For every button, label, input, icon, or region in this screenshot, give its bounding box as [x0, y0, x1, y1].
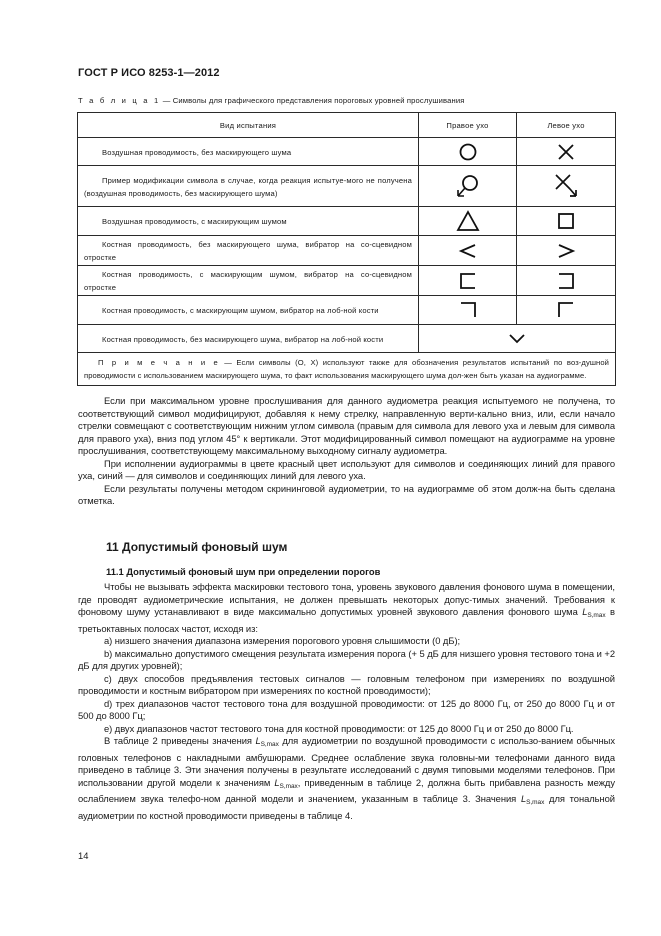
corner-left-icon	[556, 300, 576, 320]
table-caption-label: Т а б л и ц а 1	[78, 96, 161, 105]
section-title: 11 Допустимый фоновый шум	[106, 540, 288, 554]
table-caption	[78, 96, 465, 105]
paragraph-last: В таблице 2 приведены значения $L_{S,max}$ для аудиометрии по воздушной проводимости с использо-ванием обычных головных телефонов с накладными амбушюрами. Среднее ослабление звука головны-ми телефонами данного вида приведено в таблице 3. Эти значения получены в результате исследований с двумя типовыми моделями телефонов. При использовании другой модели к значениям $L_{S,max}$, приведенным в таблице 2, должна быть прибавлена разность между ослаблением звука телефо-ном данной модели и значением, указанным в таблице 3. Значения $L_{S,max}$ для тональной аудиометрии по костной проводимости приведены в таблице 4.	[78, 735, 615, 821]
table-note-row	[78, 353, 616, 386]
right-ear-symbol	[419, 266, 517, 296]
table-caption-text: — Символы для графического представления пороговых уровней прослушивания	[160, 96, 465, 105]
column-header-left-ear: Левое ухо	[517, 113, 616, 138]
both-ears-symbol	[419, 325, 616, 353]
left-ear-symbol	[517, 138, 616, 166]
row-description: Костная проводимость, без маскирующего шума, вибратор на со-сцевидном отростке	[78, 236, 419, 266]
right-ear-symbol	[419, 166, 517, 207]
triangle-icon	[455, 209, 481, 233]
right-ear-symbol	[419, 296, 517, 325]
subsection-title: 11.1 Допустимый фоновый шум при определении порогов	[106, 566, 381, 577]
table-row	[78, 266, 616, 296]
column-header-test: Вид испытания	[78, 113, 419, 138]
left-ear-symbol	[517, 236, 616, 266]
paragraph: При исполнении аудиограммы в цвете красный цвет используют для символов и соединяющих линий для правого уха, синий — для символов и соединяющих линий для левого уха.	[78, 457, 615, 481]
symbols-table	[77, 112, 616, 386]
list-item: а) низшего значения диапазона измерения порогового уровня слышимости (0 дБ);	[104, 635, 461, 646]
left-bracket-icon	[458, 271, 478, 291]
less-than-icon	[458, 241, 478, 261]
table-row	[78, 236, 616, 266]
corner-right-icon	[458, 300, 478, 320]
table-row	[78, 296, 616, 325]
right-ear-symbol	[419, 236, 517, 266]
row-description: Воздушная проводимость, без маскирующего шума	[78, 138, 419, 166]
right-bracket-icon	[556, 271, 576, 291]
x-arrow-icon	[551, 171, 581, 201]
table-row	[78, 325, 616, 353]
list-item: b) максимально допустимого смещения результата измерения порога (+ 5 дБ для низшего уровня тестового тона и +2 дБ для других уровней);	[78, 647, 615, 671]
column-header-right-ear: Правое ухо	[419, 113, 517, 138]
left-ear-symbol	[517, 166, 616, 207]
greater-than-icon	[556, 241, 576, 261]
table-row	[78, 166, 616, 207]
table-header-row	[78, 113, 616, 138]
left-ear-symbol	[517, 296, 616, 325]
table-row	[78, 207, 616, 236]
paragraph-intro: Чтобы не вызывать эффекта маскировки тестового тона, уровень звукового давления фонового шума в помещении, где проводят аудиометрические испытания, не должен превышать некоторых допус-тимых значений. Требования к фоновому шуму устанавливают в виде максимально допустимых уровней звукового давления фонового шума $L_{S,max}$ в третьоктавных полосах частот, исходя из:	[78, 581, 615, 634]
row-description: Костная проводимость, с маскирующим шумом, вибратор на лоб-ной кости	[78, 296, 419, 325]
list-item: d) трех диапазонов частот тестового тона для воздушной проводимости: от 125 до 8000 Гц, от 250 до 8000 Гц и от 500 до 8000 Гц;	[78, 697, 615, 721]
x-icon	[556, 142, 576, 162]
row-description: Костная проводимость, без маскирующего шума, вибратор на лоб-ной кости	[78, 325, 419, 353]
paragraphs-top	[78, 395, 615, 508]
list-item: e) двух диапазонов частот тестового тона для костной проводимости: от 125 до 8000 Гц и от 250 до 8000 Гц.	[104, 722, 574, 734]
paragraphs-main	[78, 581, 615, 822]
left-ear-symbol	[517, 266, 616, 296]
circle-icon	[458, 142, 478, 162]
right-ear-symbol	[419, 207, 517, 236]
square-icon	[556, 211, 576, 231]
row-description: Воздушная проводимость, с маскирующим шумом	[78, 207, 419, 236]
list-item: c) двух способов предъявления тестовых сигналов — головным телефоном при измерениях по воздушной проводимости и костным вибратором при измерениях по костной проводимости);	[78, 672, 615, 696]
table-note: П р и м е ч а н и е — Если символы (О, X) используют также для обозначения результатов испытаний по воз-душной проводимости с использованием маскирующего шума, то факт использования маскирующего шума дол-жен быть указан на аудиограмме.	[78, 353, 616, 386]
row-description: Костная проводимость, с маскирующим шумом, вибратор на со-сцевидном отростке	[78, 266, 419, 296]
right-ear-symbol	[419, 138, 517, 166]
page-number: 14	[78, 850, 89, 861]
document-header: ГОСТ Р ИСО 8253-1—2012	[78, 67, 220, 79]
circle-arrow-icon	[453, 171, 483, 201]
left-ear-symbol	[517, 207, 616, 236]
row-description: Пример модификации символа в случае, когда реакция испытуе-мого не получена (воздушная проводимость, без маскирующего шума)	[78, 166, 419, 207]
table-row	[78, 138, 616, 166]
v-icon	[507, 332, 527, 346]
paragraph: Если результаты получены методом скрининговой аудиометрии, то на аудиограмме об этом долж-на быть сделана отметка.	[78, 482, 615, 506]
paragraph: Если при максимальном уровне прослушивания для данного аудиометра реакция испытуемого не получена, то соответствующий символ модифицируют, добавляя к нему стрелку, направленную верти-кально вниз, или, если начало стрелки совмещают с соответствующим нижним углом символа (правым для символа для левого уха и левым для символа для правого уха), вниз под углом 45° к вертикали. Этот модифицированный символ помещают на аудиограмме на уровне прослушивания, соответствующему максимальному выходному сигналу аудиометра.	[78, 395, 615, 456]
